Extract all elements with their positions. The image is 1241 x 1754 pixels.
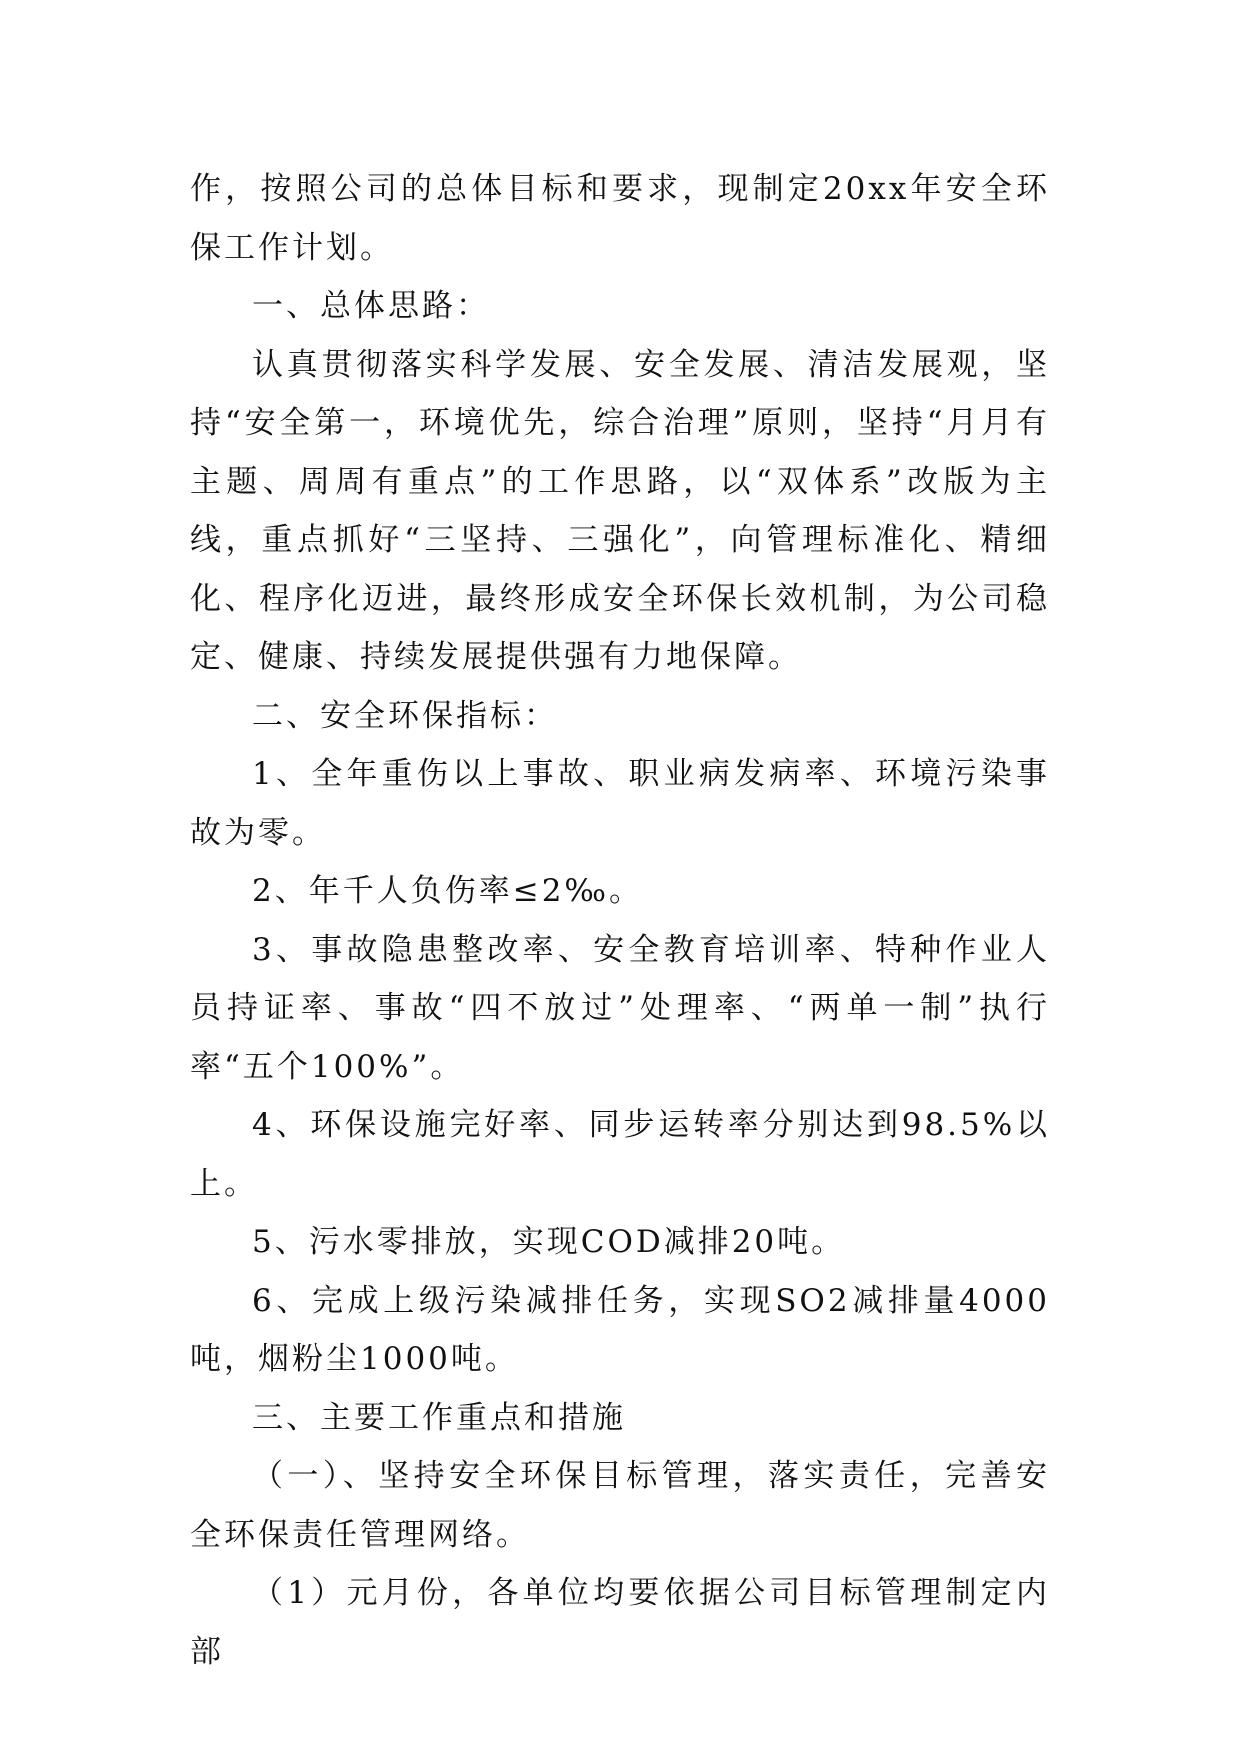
indicator-item-4: 4、环保设施完好率、同步运转率分别达到98.5%以上。: [190, 1107, 1050, 1202]
heading-safety-indicators: 二、安全环保指标：: [252, 697, 558, 734]
paragraph-continuation: 作，按照公司的总体目标和要求，现制定20xx年安全环保工作计划。: [190, 171, 1050, 266]
indicator-item-6: 6、完成上级污染减排任务，实现SO2减排量4000吨，烟粉尘1000吨。: [190, 1282, 1050, 1377]
indicator-item-3: 3、事故隐患整改率、安全教育培训率、特种作业人员持证率、事故“四不放过”处理率、“两单一制”执行率“五个100%”。: [190, 931, 1050, 1085]
heading-overall-approach: 一、总体思路：: [252, 288, 490, 324]
subheading-target-management: （一）、坚持安全环保目标管理，落实责任，完善安全环保责任管理网络。: [190, 1458, 1050, 1553]
heading-key-work: 三、主要工作重点和措施: [252, 1399, 626, 1436]
indicator-item-1: 1、全年重伤以上事故、职业病发病率、环境污染事故为零。: [190, 756, 1050, 851]
indicator-item-5: 5、污水零排放，实现COD减排20吨。: [252, 1224, 846, 1260]
document-body: [190, 160, 1050, 1681]
indicator-item-2: 2、年千人负伤率≤2‰。: [252, 873, 644, 909]
paragraph-january-item: （1）元月份，各单位均要依据公司目标管理制定内部: [190, 1575, 1050, 1670]
paragraph-overall-approach: 认真贯彻落实科学发展、安全发展、清洁发展观，坚持“安全第一，环境优先，综合治理”原则，坚持“月月有主题、周周有重点”的工作思路，以“双体系”改版为主线，重点抓好“三坚持、三强化”，向管理标准化、精细化、程序化迈进，最终形成安全环保长效机制，为公司稳定、健康、持续发展提供强有力地保障。: [190, 346, 1050, 675]
